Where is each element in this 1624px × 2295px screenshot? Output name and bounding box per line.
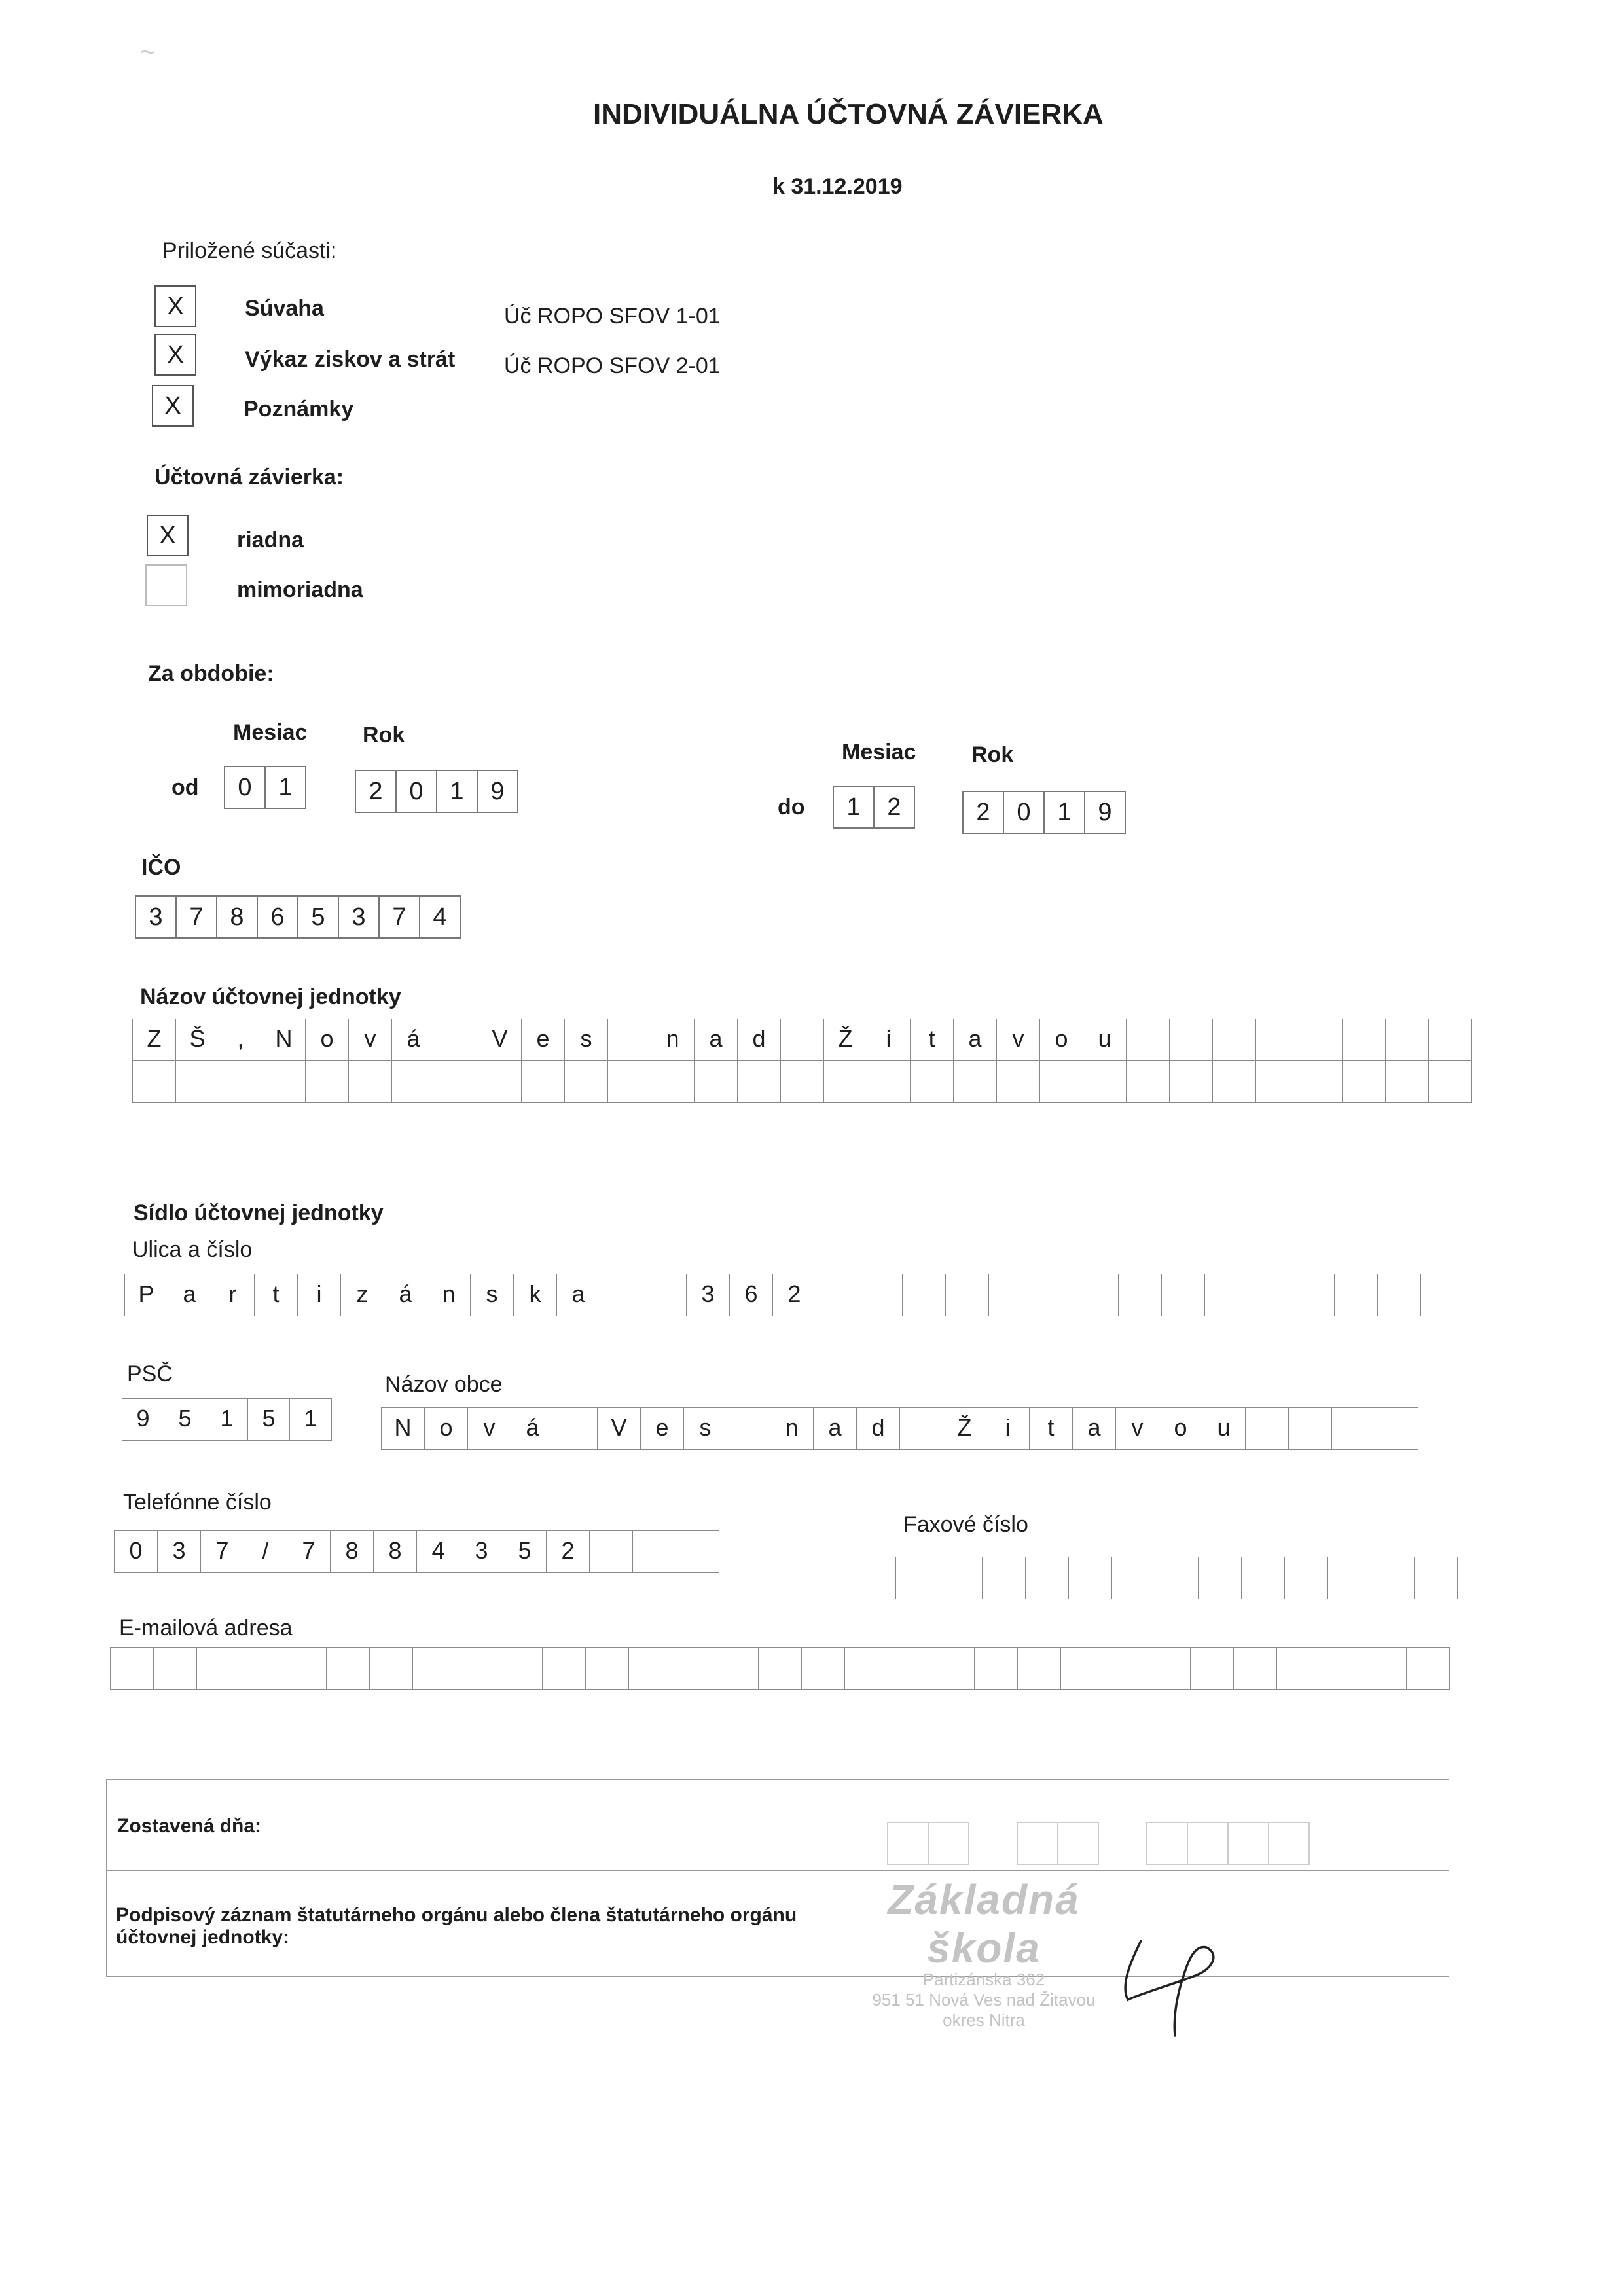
char-box — [1040, 1061, 1083, 1103]
char-box — [1147, 1648, 1191, 1690]
char-box — [1083, 1061, 1127, 1103]
char-box — [1285, 1557, 1328, 1599]
digit-box: 8 — [216, 895, 258, 939]
to-label: do — [778, 795, 805, 820]
char-box: s — [565, 1019, 608, 1061]
char-box: t — [255, 1274, 298, 1316]
char-box: á — [384, 1274, 427, 1316]
checkbox-mimoriadna[interactable] — [145, 564, 187, 606]
date-month-boxes[interactable] — [1017, 1822, 1099, 1865]
char-box: i — [298, 1274, 341, 1316]
char-box — [1213, 1019, 1256, 1061]
digit-box: 9 — [1084, 791, 1126, 834]
checkbox-riadna[interactable]: X — [147, 515, 189, 556]
char-box — [845, 1648, 888, 1690]
char-box — [1061, 1648, 1104, 1690]
code-suvaha: Úč ROPO SFOV 1-01 — [504, 304, 721, 329]
char-box — [1127, 1019, 1170, 1061]
char-box: 1 — [206, 1399, 248, 1441]
char-box — [651, 1061, 695, 1103]
char-box: 6 — [730, 1274, 773, 1316]
char-box — [859, 1274, 903, 1316]
char-box — [608, 1019, 651, 1061]
char-box — [1291, 1274, 1335, 1316]
char-box: z — [341, 1274, 384, 1316]
date-year-boxes[interactable] — [1146, 1822, 1310, 1865]
char-box: P — [125, 1274, 168, 1316]
char-box: k — [514, 1274, 557, 1316]
char-box: 7 — [287, 1531, 331, 1573]
entity-name-grid[interactable] — [132, 1019, 1472, 1103]
digit-box: 1 — [833, 786, 875, 829]
to-month-boxes[interactable] — [833, 786, 915, 829]
char-box — [738, 1061, 781, 1103]
char-box: n — [427, 1274, 471, 1316]
scan-mark: ~ — [140, 38, 156, 67]
char-box: n — [651, 1019, 695, 1061]
char-box: u — [1083, 1019, 1127, 1061]
char-box — [1328, 1557, 1371, 1599]
digit-box — [928, 1822, 969, 1865]
char-box — [896, 1557, 939, 1599]
char-box — [759, 1648, 802, 1690]
to-year-boxes[interactable] — [962, 791, 1126, 834]
digit-box: 3 — [135, 895, 177, 939]
char-box — [600, 1274, 643, 1316]
char-box — [1332, 1408, 1375, 1450]
char-box — [478, 1061, 522, 1103]
digit-box: 0 — [224, 766, 266, 809]
char-box: 3 — [460, 1531, 503, 1573]
address-heading: Sídlo účtovnej jednotky — [134, 1201, 384, 1225]
closing-heading: Účtovná závierka: — [154, 465, 344, 490]
char-box: 5 — [164, 1399, 206, 1441]
stamp-line2: Partizánska 362 — [922, 1970, 1045, 1989]
char-box: s — [684, 1408, 727, 1450]
char-box — [1170, 1019, 1213, 1061]
char-box — [802, 1648, 845, 1690]
digit-box: 7 — [175, 895, 217, 939]
char-box: i — [986, 1408, 1030, 1450]
char-box — [1320, 1648, 1363, 1690]
char-box: v — [349, 1019, 392, 1061]
char-box: o — [1040, 1019, 1083, 1061]
table-divider — [107, 1870, 1449, 1871]
char-box — [1191, 1648, 1234, 1690]
char-box — [543, 1648, 586, 1690]
char-box — [1170, 1061, 1213, 1103]
char-box — [1032, 1274, 1075, 1316]
char-box — [1386, 1019, 1429, 1061]
label-suvaha: Súvaha — [245, 296, 324, 321]
char-box — [939, 1557, 983, 1599]
char-box: 7 — [201, 1531, 244, 1573]
from-year-label: Rok — [363, 723, 405, 748]
digit-box: 0 — [1003, 791, 1045, 834]
ico-boxes[interactable] — [135, 895, 461, 939]
char-box: V — [598, 1408, 641, 1450]
char-box — [1199, 1557, 1242, 1599]
char-box — [1242, 1557, 1285, 1599]
char-box: t — [1030, 1408, 1073, 1450]
stamp-line1: Základná škola — [888, 1876, 1080, 1972]
stamp-line4: okres Nitra — [943, 2010, 1025, 2030]
char-box — [176, 1061, 219, 1103]
char-box — [1248, 1274, 1291, 1316]
signature-label-line1: Podpisový záznam štatutárneho orgánu alebo člena štatutárneho orgánu — [116, 1904, 797, 1926]
char-box — [590, 1531, 633, 1573]
char-box — [633, 1531, 676, 1573]
char-box: 2 — [547, 1531, 590, 1573]
digit-box: 5 — [297, 895, 339, 939]
digit-box — [1187, 1822, 1229, 1865]
char-box — [903, 1274, 946, 1316]
char-box — [695, 1061, 738, 1103]
char-box — [1299, 1019, 1343, 1061]
phone-grid[interactable] — [114, 1530, 719, 1573]
char-box — [888, 1648, 931, 1690]
char-box — [1386, 1061, 1429, 1103]
to-month-label: Mesiac — [842, 740, 916, 765]
char-box — [262, 1061, 306, 1103]
digit-box: 9 — [477, 770, 518, 813]
char-box — [629, 1648, 672, 1690]
checkbox-vykaz[interactable]: X — [154, 334, 196, 376]
char-box: 8 — [374, 1531, 417, 1573]
char-box — [1234, 1648, 1277, 1690]
to-year-label: Rok — [971, 742, 1014, 767]
char-box — [1112, 1557, 1155, 1599]
psc-label: PSČ — [127, 1362, 173, 1386]
char-box: / — [244, 1531, 287, 1573]
compiled-label: Zostavená dňa: — [117, 1815, 262, 1837]
digit-box: 2 — [873, 786, 915, 829]
char-box — [989, 1274, 1032, 1316]
char-box — [1429, 1019, 1472, 1061]
date-day-boxes[interactable] — [887, 1822, 969, 1865]
signature-label-line2: účtovnej jednotky: — [116, 1926, 290, 1948]
char-box — [1277, 1648, 1320, 1690]
char-box: t — [911, 1019, 954, 1061]
char-box — [676, 1531, 719, 1573]
char-box: o — [1159, 1408, 1202, 1450]
char-box — [1256, 1019, 1299, 1061]
char-box — [1429, 1061, 1472, 1103]
street-label: Ulica a číslo — [132, 1237, 253, 1262]
char-box — [781, 1061, 824, 1103]
char-box: Ž — [824, 1019, 867, 1061]
digit-box: 1 — [436, 770, 478, 813]
char-box — [1069, 1557, 1112, 1599]
char-box: r — [211, 1274, 255, 1316]
char-box: Z — [133, 1019, 176, 1061]
char-box — [111, 1648, 154, 1690]
char-box — [283, 1648, 327, 1690]
checkbox-poznamky[interactable]: X — [152, 385, 194, 427]
stamp-line3: 951 51 Nová Ves nad Žitavou — [872, 1990, 1096, 2010]
code-vykaz: Úč ROPO SFOV 2-01 — [504, 353, 721, 378]
digit-box: 1 — [1043, 791, 1085, 834]
char-box: á — [511, 1408, 554, 1450]
char-box — [1363, 1648, 1407, 1690]
char-box: n — [770, 1408, 814, 1450]
char-box — [1343, 1061, 1386, 1103]
char-box: 3 — [158, 1531, 201, 1573]
char-box: a — [1073, 1408, 1116, 1450]
char-box — [1213, 1061, 1256, 1103]
char-box: v — [468, 1408, 511, 1450]
char-box: a — [168, 1274, 211, 1316]
char-box: e — [641, 1408, 684, 1450]
char-box — [983, 1557, 1026, 1599]
label-mimoriadna: mimoriadna — [237, 577, 363, 602]
char-box: a — [695, 1019, 738, 1061]
char-box — [816, 1274, 859, 1316]
char-box: v — [1116, 1408, 1159, 1450]
phone-label: Telefónne číslo — [123, 1490, 272, 1515]
handwritten-signature — [1102, 1928, 1259, 2039]
char-box — [456, 1648, 499, 1690]
char-box: i — [867, 1019, 911, 1061]
digit-box — [1268, 1822, 1310, 1865]
char-box: s — [471, 1274, 514, 1316]
fax-label: Faxové číslo — [903, 1512, 1028, 1537]
town-grid[interactable] — [381, 1407, 1418, 1450]
char-box — [1256, 1061, 1299, 1103]
checkbox-suvaha[interactable]: X — [154, 285, 196, 327]
char-box — [1127, 1061, 1170, 1103]
digit-box — [1017, 1822, 1058, 1865]
char-box — [565, 1061, 608, 1103]
char-box — [911, 1061, 954, 1103]
char-box: 2 — [773, 1274, 816, 1316]
char-box — [1299, 1061, 1343, 1103]
char-box: á — [392, 1019, 435, 1061]
char-box — [824, 1061, 867, 1103]
char-box — [219, 1061, 262, 1103]
char-box — [586, 1648, 629, 1690]
char-box — [1155, 1557, 1199, 1599]
document-date: k 31.12.2019 — [772, 174, 903, 199]
char-box: a — [814, 1408, 857, 1450]
char-box — [1407, 1648, 1450, 1690]
char-box — [1162, 1274, 1205, 1316]
char-box — [240, 1648, 283, 1690]
from-month-boxes[interactable] — [224, 766, 306, 809]
char-box — [392, 1061, 435, 1103]
char-box: 3 — [687, 1274, 730, 1316]
char-box — [931, 1648, 975, 1690]
period-heading: Za obdobie: — [148, 661, 274, 686]
street-grid[interactable] — [124, 1274, 1464, 1316]
char-box — [435, 1061, 478, 1103]
char-box: a — [954, 1019, 997, 1061]
attachments-heading: Priložené súčasti: — [162, 238, 337, 263]
char-box — [608, 1061, 651, 1103]
char-box — [499, 1648, 543, 1690]
char-box: o — [306, 1019, 349, 1061]
char-box: o — [425, 1408, 468, 1450]
char-box — [1205, 1274, 1248, 1316]
char-box — [1421, 1274, 1464, 1316]
char-box: , — [219, 1019, 262, 1061]
entity-name-label: Názov účtovnej jednotky — [140, 985, 401, 1009]
digit-box: 0 — [395, 770, 437, 813]
digit-box: 3 — [338, 895, 380, 939]
char-box — [413, 1648, 456, 1690]
char-box — [715, 1648, 759, 1690]
char-box: 5 — [248, 1399, 290, 1441]
digit-box: 6 — [257, 895, 298, 939]
char-box — [306, 1061, 349, 1103]
char-box — [1018, 1648, 1061, 1690]
char-box — [954, 1061, 997, 1103]
char-box: 8 — [331, 1531, 374, 1573]
fax-grid[interactable] — [895, 1557, 1458, 1599]
char-box: u — [1202, 1408, 1246, 1450]
char-box: N — [262, 1019, 306, 1061]
char-box — [1371, 1557, 1415, 1599]
char-box: N — [382, 1408, 425, 1450]
digit-box: 2 — [355, 770, 397, 813]
char-box — [370, 1648, 413, 1690]
char-box — [197, 1648, 240, 1690]
char-box — [1378, 1274, 1421, 1316]
char-box — [1104, 1648, 1147, 1690]
char-box: 0 — [115, 1531, 158, 1573]
char-box — [133, 1061, 176, 1103]
char-box — [1375, 1408, 1418, 1450]
from-label: od — [171, 775, 199, 800]
char-box: 5 — [503, 1531, 547, 1573]
char-box: V — [478, 1019, 522, 1061]
signature-label — [116, 1904, 797, 1949]
char-box — [1026, 1557, 1069, 1599]
char-box — [1119, 1274, 1162, 1316]
char-box: Ž — [943, 1408, 986, 1450]
char-box — [643, 1274, 687, 1316]
document-title: INDIVIDUÁLNA ÚČTOVNÁ ZÁVIERKA — [593, 98, 1104, 130]
char-box — [1335, 1274, 1378, 1316]
char-box — [1415, 1557, 1458, 1599]
digit-box — [887, 1822, 929, 1865]
char-box: a — [557, 1274, 600, 1316]
email-label: E-mailová adresa — [119, 1616, 293, 1640]
char-box — [781, 1019, 824, 1061]
char-box: d — [738, 1019, 781, 1061]
signature-table — [106, 1779, 1449, 2030]
char-box — [975, 1648, 1018, 1690]
char-box — [727, 1408, 770, 1450]
char-box — [1289, 1408, 1332, 1450]
from-month-label: Mesiac — [233, 720, 308, 745]
digit-box — [1227, 1822, 1269, 1865]
char-box: Š — [176, 1019, 219, 1061]
char-box — [867, 1061, 911, 1103]
char-box: 9 — [122, 1399, 164, 1441]
char-box: 4 — [417, 1531, 460, 1573]
char-box — [1343, 1019, 1386, 1061]
digit-box — [1146, 1822, 1188, 1865]
char-box — [554, 1408, 598, 1450]
label-riadna: riadna — [237, 528, 304, 552]
char-box — [946, 1274, 989, 1316]
town-label: Názov obce — [385, 1372, 503, 1397]
char-box — [672, 1648, 715, 1690]
char-box: 1 — [290, 1399, 332, 1441]
label-vykaz: Výkaz ziskov a strát — [245, 347, 456, 372]
char-box: e — [522, 1019, 565, 1061]
digit-box: 2 — [962, 791, 1004, 834]
char-box: d — [857, 1408, 900, 1450]
psc-grid[interactable] — [122, 1398, 332, 1441]
ico-label: IČO — [141, 855, 181, 880]
char-box — [522, 1061, 565, 1103]
char-box — [997, 1061, 1040, 1103]
digit-box: 1 — [264, 766, 306, 809]
char-box — [435, 1019, 478, 1061]
digit-box: 7 — [378, 895, 420, 939]
char-box — [1246, 1408, 1289, 1450]
label-poznamky: Poznámky — [244, 397, 354, 422]
char-box — [349, 1061, 392, 1103]
char-box — [900, 1408, 943, 1450]
char-box — [1075, 1274, 1119, 1316]
digit-box — [1057, 1822, 1099, 1865]
email-grid[interactable] — [110, 1647, 1450, 1690]
char-box — [327, 1648, 370, 1690]
char-box: v — [997, 1019, 1040, 1061]
from-year-boxes[interactable] — [355, 770, 518, 813]
digit-box: 4 — [419, 895, 461, 939]
char-box — [154, 1648, 197, 1690]
school-stamp — [833, 1875, 1134, 2031]
